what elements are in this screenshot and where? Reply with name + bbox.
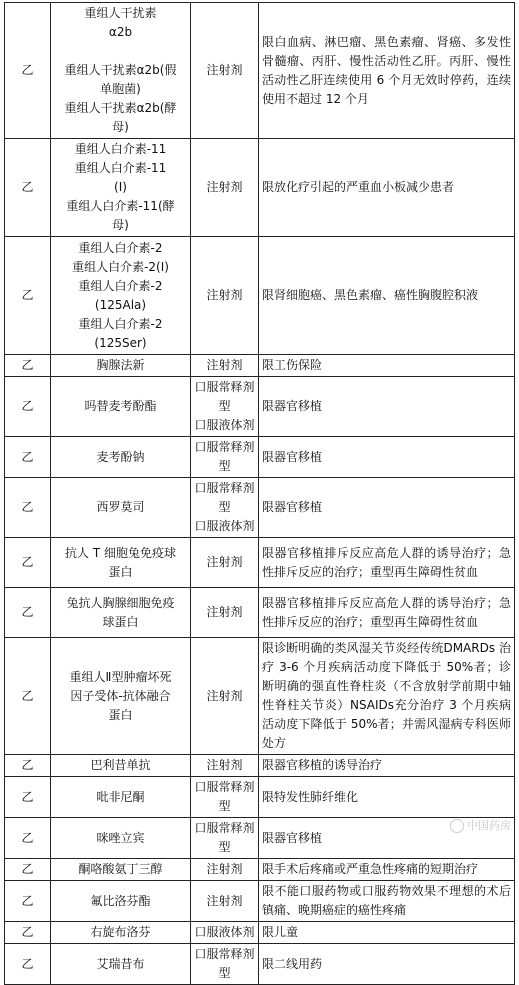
category-cell: 乙 bbox=[5, 437, 51, 478]
watermark bbox=[450, 817, 511, 833]
dosage-form-cell: 口服液体剂 bbox=[191, 922, 259, 944]
drug-name-line: 抗人 T 细胞兔免疫球 bbox=[65, 545, 176, 560]
drug-name-cell bbox=[51, 538, 191, 588]
drug-name-line: 重组人白介素-11 bbox=[74, 161, 167, 175]
drug-name-line: 重组人干扰素α2b(酵 bbox=[64, 101, 177, 115]
dosage-form-cell: 注射剂 bbox=[191, 3, 259, 139]
table-row bbox=[5, 478, 515, 538]
drug-name-line: (Ⅰ) bbox=[114, 180, 127, 194]
remark-cell: 限器官移植的诱导治疗 bbox=[259, 755, 515, 777]
drug-name-line: (125Ser) bbox=[94, 335, 147, 350]
drug-name-line: 酮咯酸氨丁三醇 bbox=[78, 862, 163, 876]
remark-cell: 限工伤保险 bbox=[259, 355, 515, 377]
drug-name-line: 蛋白 bbox=[108, 707, 133, 722]
category-cell: 乙 bbox=[5, 881, 51, 922]
category-cell: 乙 bbox=[5, 538, 51, 588]
table-row bbox=[5, 777, 515, 818]
table-row bbox=[5, 588, 515, 638]
drug-name-line: 因子受体-抗体融合 bbox=[70, 688, 171, 703]
dosage-form-cell: 口服常释剂型 口服液体剂 bbox=[191, 377, 259, 437]
drug-name-line: 母) bbox=[112, 120, 129, 134]
drug-name-cell bbox=[51, 881, 191, 922]
category-cell: 乙 bbox=[5, 859, 51, 881]
drug-name-line: 麦考酚钠 bbox=[96, 449, 145, 464]
drug-name-line: 重组人白介素-2 bbox=[78, 316, 163, 331]
table-row bbox=[5, 755, 515, 777]
category-cell: 乙 bbox=[5, 355, 51, 377]
drug-name-line: 艾瑞昔布 bbox=[96, 956, 145, 971]
table-row bbox=[5, 437, 515, 478]
drug-name-line: 巴利昔单抗 bbox=[90, 758, 151, 772]
drug-name-cell bbox=[51, 478, 191, 538]
drug-name-line: 重组人白介素-2 bbox=[78, 240, 163, 255]
drug-name-line: 重组人白介素-11 bbox=[74, 142, 167, 156]
drug-name-cell bbox=[51, 139, 191, 237]
category-cell: 乙 bbox=[5, 638, 51, 755]
category-cell: 乙 bbox=[5, 237, 51, 355]
dosage-form-cell: 注射剂 bbox=[191, 638, 259, 755]
drug-name-line: 重组人Ⅱ型肿瘤坏死 bbox=[69, 669, 172, 684]
remark-cell: 限不能口服药物或口服药物效果不理想的术后镇痛、晚期癌症的癌性疼痛 bbox=[259, 881, 515, 922]
remark-cell: 限儿童 bbox=[259, 922, 515, 944]
drug-name-line: 重组人白介素-2(Ⅰ) bbox=[72, 259, 169, 274]
remark-cell: 限白血病、淋巴瘤、黑色素瘤、肾癌、多发性骨髓瘤、丙肝、慢性活动性乙肝。丙肝、慢性活动性乙肝连续使用 6 个月无效时停药，连续使用不超过 12 个月 bbox=[259, 3, 515, 139]
watermark-logo-icon bbox=[450, 819, 464, 833]
dosage-form-cell: 口服常释剂型 bbox=[191, 818, 259, 859]
table-row bbox=[5, 881, 515, 922]
table-row bbox=[5, 377, 515, 437]
drug-name-cell bbox=[51, 237, 191, 355]
table-row bbox=[5, 818, 515, 859]
category-cell: 乙 bbox=[5, 377, 51, 437]
drug-name-line: 咪唑立宾 bbox=[96, 830, 145, 845]
drug-name-line: 西罗莫司 bbox=[96, 500, 145, 514]
category-cell: 乙 bbox=[5, 588, 51, 638]
table-row bbox=[5, 237, 515, 355]
table-row bbox=[5, 3, 515, 139]
drug-name-cell bbox=[51, 755, 191, 777]
drug-name-cell bbox=[51, 638, 191, 755]
table-row bbox=[5, 538, 515, 588]
drug-name-cell bbox=[51, 922, 191, 944]
remark-cell: 限器官移植排斥反应高危人群的诱导治疗；急性排斥反应的治疗；重型再生障碍性贫血 bbox=[259, 588, 515, 638]
table-row bbox=[5, 638, 515, 755]
dosage-form-cell: 注射剂 bbox=[191, 859, 259, 881]
drug-name-line: 母) bbox=[112, 218, 129, 232]
drug-name-cell bbox=[51, 3, 191, 139]
table-row bbox=[5, 355, 515, 377]
category-cell: 乙 bbox=[5, 478, 51, 538]
remark-cell: 限器官移植排斥反应高危人群的诱导治疗；急性排斥反应的治疗；重型再生障碍性贫血 bbox=[259, 538, 515, 588]
drug-name-line: 右旋布洛芬 bbox=[90, 925, 151, 939]
category-cell: 乙 bbox=[5, 755, 51, 777]
drug-name-line: 吡非尼酮 bbox=[96, 789, 145, 804]
drug-name-cell bbox=[51, 777, 191, 818]
table-row bbox=[5, 859, 515, 881]
category-cell: 乙 bbox=[5, 818, 51, 859]
category-cell: 乙 bbox=[5, 777, 51, 818]
dosage-form-cell: 注射剂 bbox=[191, 538, 259, 588]
drug-name-line bbox=[54, 42, 187, 61]
table-row bbox=[5, 139, 515, 237]
drug-name-cell bbox=[51, 859, 191, 881]
drug-name-line: 氟比洛芬酯 bbox=[90, 893, 151, 908]
drug-name-line: 吗替麦考酚酯 bbox=[84, 399, 157, 413]
drug-name-line: 胸腺法新 bbox=[96, 358, 145, 372]
category-cell: 乙 bbox=[5, 139, 51, 237]
drug-name-line: α2b bbox=[108, 25, 133, 39]
remark-cell: 限器官移植 bbox=[259, 377, 515, 437]
dosage-form-cell: 注射剂 bbox=[191, 881, 259, 922]
drug-name-cell bbox=[51, 437, 191, 478]
dosage-form-cell: 口服常释剂型 bbox=[191, 777, 259, 818]
remark-cell: 限放化疗引起的严重血小板减少患者 bbox=[259, 139, 515, 237]
drug-name-cell bbox=[51, 355, 191, 377]
drug-name-line: 蛋白 bbox=[108, 564, 133, 579]
dosage-form-cell: 注射剂 bbox=[191, 588, 259, 638]
dosage-form-cell: 注射剂 bbox=[191, 237, 259, 355]
drug-name-line: 兔抗人胸腺细胞免疫 bbox=[66, 595, 175, 610]
table-row bbox=[5, 944, 515, 985]
dosage-form-cell: 口服常释剂型 bbox=[191, 944, 259, 985]
remark-cell: 限手术后疼痛或严重急性疼痛的短期治疗 bbox=[259, 859, 515, 881]
remark-cell: 限诊断明确的类风湿关节炎经传统DMARDs 治疗 3-6 个月疾病活动度下降低于 50%者；诊断明确的强直性脊柱炎（不含放射学前期中轴性脊柱关节炎）NSAIDs充分治疗 3 个月疾病活动度下降低于 50%者；并需风湿病专科医师处方 bbox=[259, 638, 515, 755]
dosage-form-cell: 注射剂 bbox=[191, 355, 259, 377]
category-cell: 乙 bbox=[5, 944, 51, 985]
drug-name-cell bbox=[51, 818, 191, 859]
remark-cell: 限器官移植 bbox=[259, 478, 515, 538]
drug-name-cell bbox=[51, 377, 191, 437]
drug-name-line: 单胞菌) bbox=[100, 82, 141, 96]
dosage-form-cell: 口服常释剂型 口服液体剂 bbox=[191, 478, 259, 538]
drug-name-line: 重组人干扰素 bbox=[84, 6, 157, 20]
category-cell: 乙 bbox=[5, 922, 51, 944]
drug-name-cell bbox=[51, 588, 191, 638]
remark-cell: 限特发性肺纤维化 bbox=[259, 777, 515, 818]
category-cell: 乙 bbox=[5, 3, 51, 139]
dosage-form-cell: 注射剂 bbox=[191, 139, 259, 237]
dosage-form-cell: 注射剂 bbox=[191, 755, 259, 777]
drug-name-line: 重组人干扰素α2b(假 bbox=[64, 63, 177, 77]
remark-cell: 限器官移植 bbox=[259, 818, 515, 859]
dosage-form-cell: 口服常释剂型 bbox=[191, 437, 259, 478]
drug-name-line: (125Ala) bbox=[94, 297, 147, 312]
drug-name-line: 重组人白介素-11(酵 bbox=[66, 199, 175, 213]
remark-cell: 限肾细胞癌、黑色素瘤、癌性胸腹腔积液 bbox=[259, 237, 515, 355]
remark-cell: 限二线用药 bbox=[259, 944, 515, 985]
drug-name-cell bbox=[51, 944, 191, 985]
drug-name-line: 重组人白介素-2 bbox=[78, 278, 163, 293]
remark-cell: 限器官移植 bbox=[259, 437, 515, 478]
table-row bbox=[5, 922, 515, 944]
watermark-text: 中国药房 bbox=[467, 819, 511, 832]
drug-name-line: 球蛋白 bbox=[102, 614, 139, 629]
